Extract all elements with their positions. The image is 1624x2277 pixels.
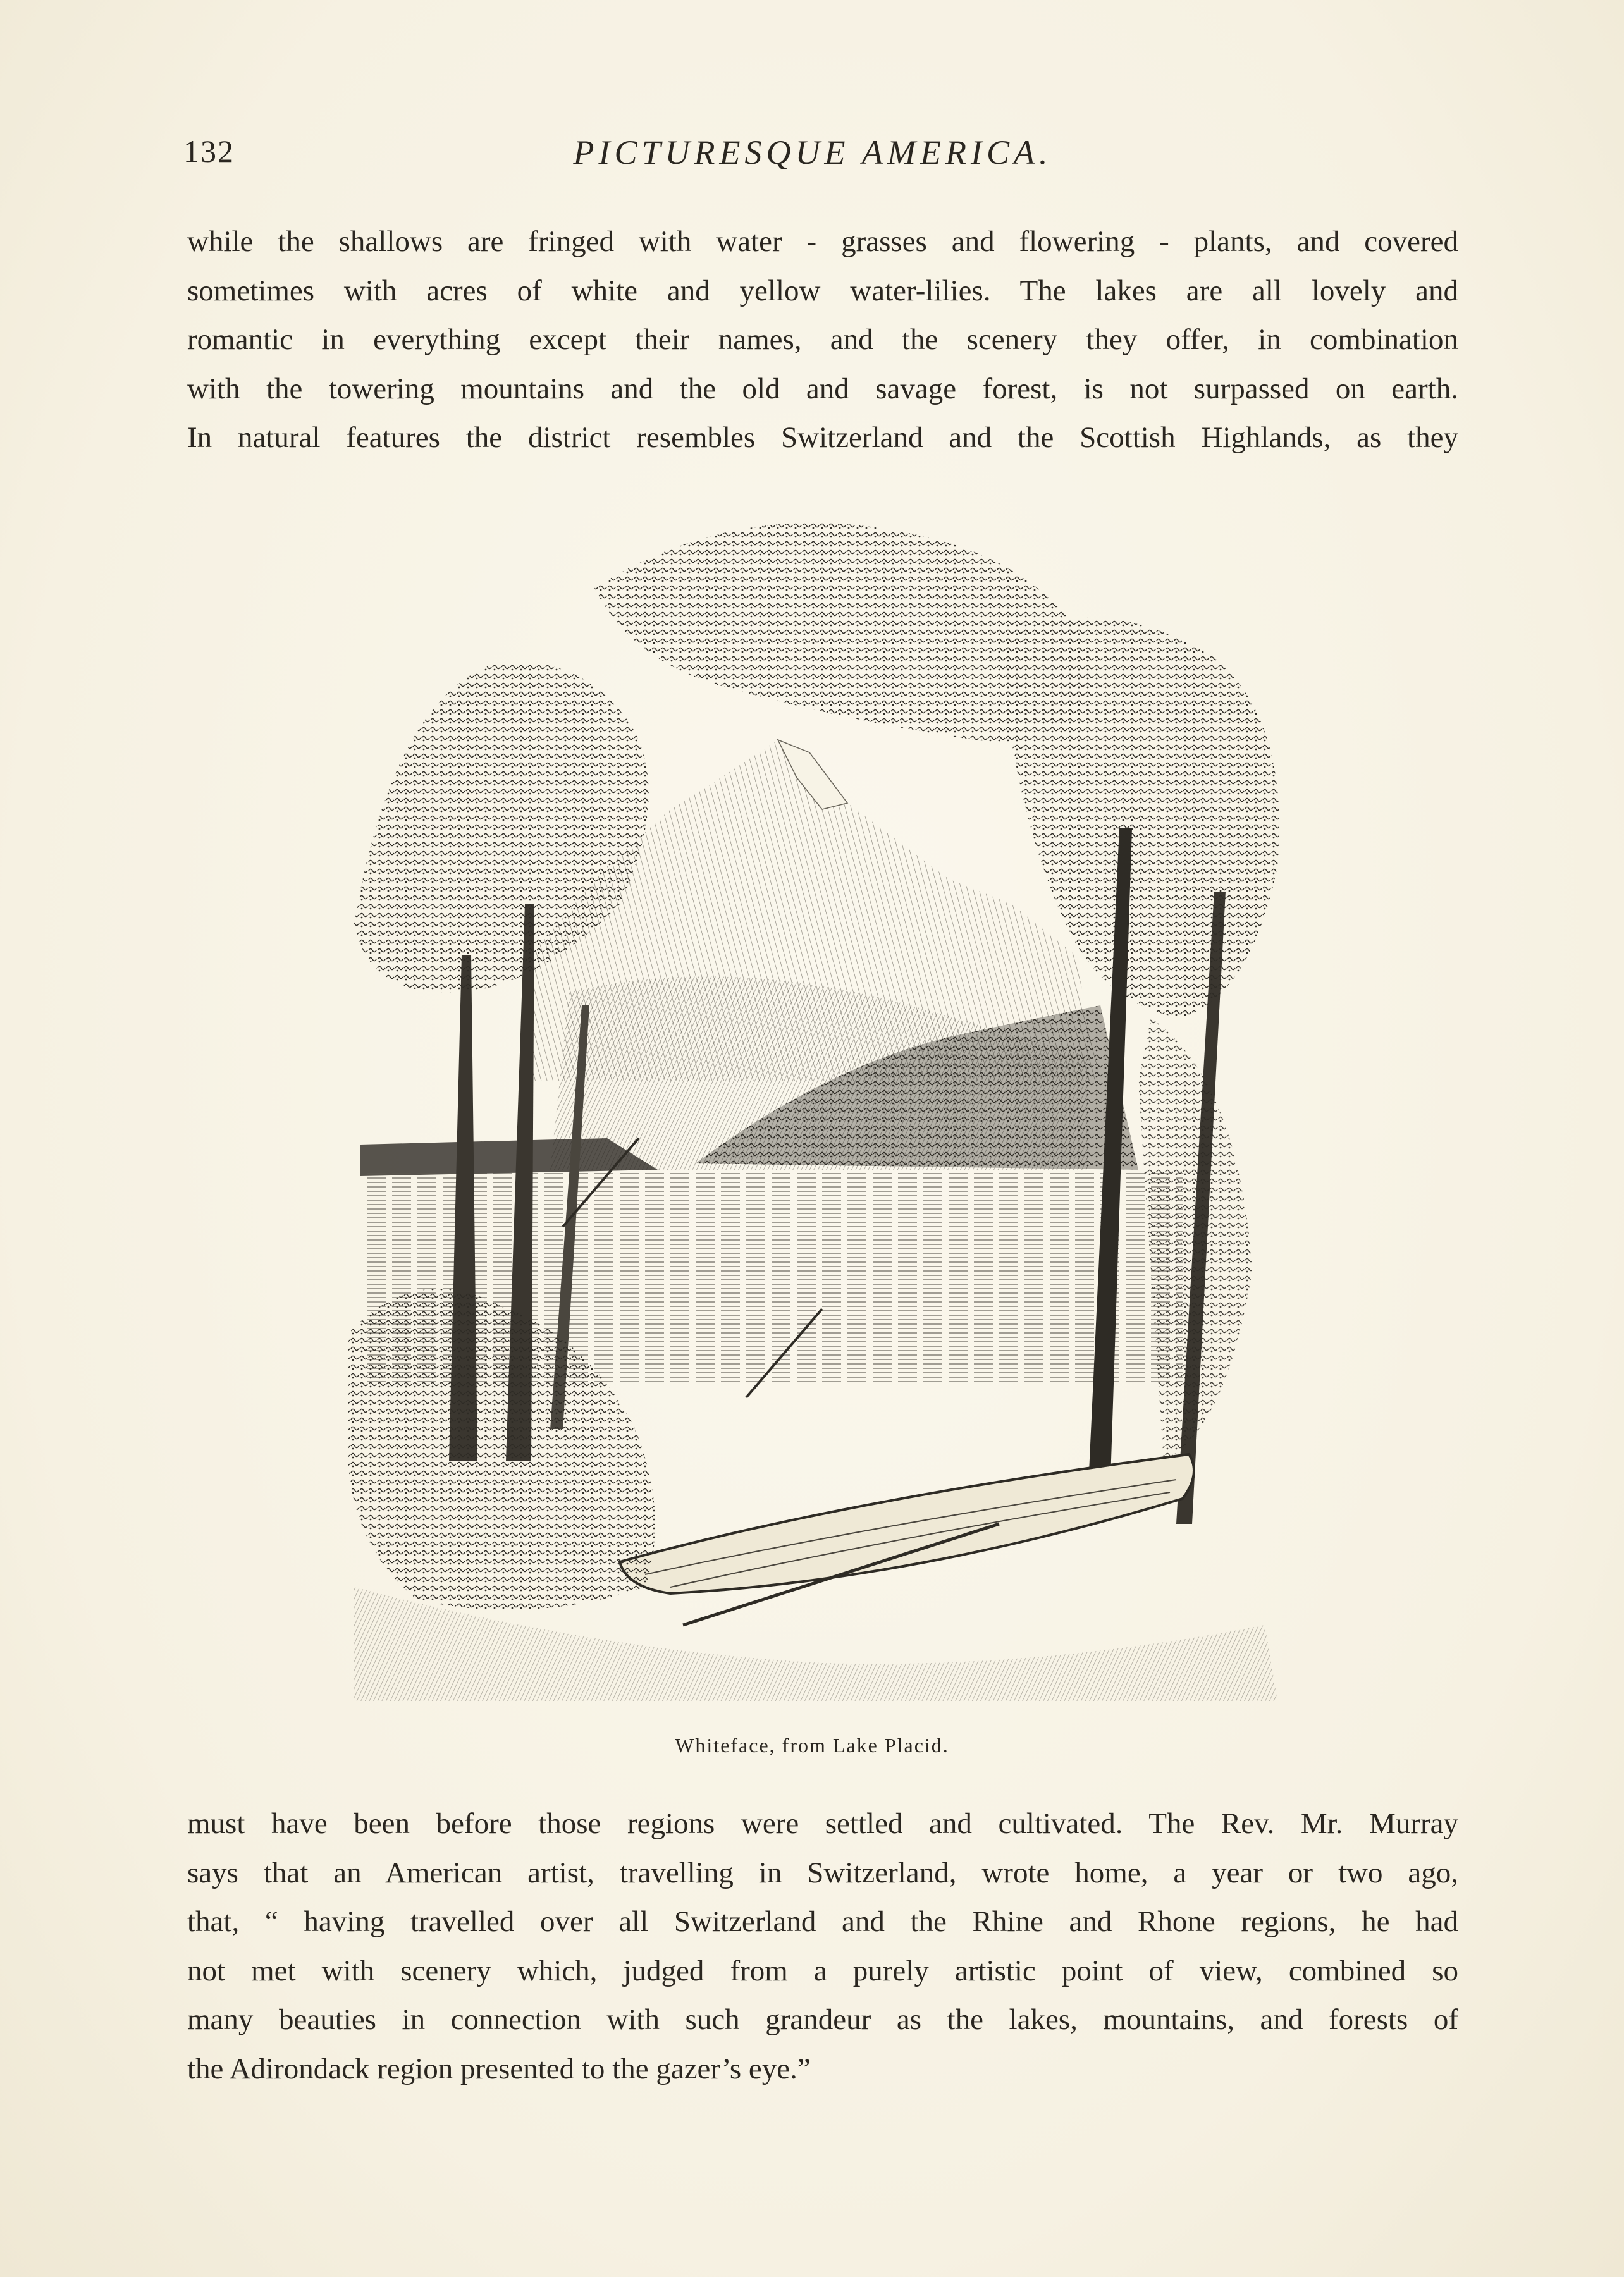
paragraph-bottom — [187, 1800, 1458, 2094]
distant-shore — [360, 1138, 658, 1176]
text-line: while the shallows are fringed with water - grasses and flowering - plants, and covered — [187, 225, 1458, 258]
engraving-image — [341, 512, 1296, 1714]
text-line: the Adirondack region presented to the gazer’s eye.” — [187, 2052, 811, 2085]
engraving-illustration — [341, 512, 1296, 1714]
text-line: romantic in everything except their names, and the scenery they offer, in combination — [187, 323, 1458, 356]
text-line: In natural features the district resembles Switzerland and the Scottish Highlands, as they — [187, 421, 1458, 454]
paragraph-top — [187, 218, 1458, 463]
text-line: that, “ having travelled over all Switzerland and the Rhine and Rhone regions, he had — [187, 1905, 1458, 1938]
page-number: 132 — [183, 133, 235, 169]
text-line: many beauties in connection with such grandeur as the lakes, mountains, and forests of — [187, 2003, 1458, 2036]
text-line: must have been before those regions were settled and cultivated. The Rev. Mr. Murray — [187, 1807, 1458, 1840]
text-line: with the towering mountains and the old and savage forest, is not surpassed on earth. — [187, 372, 1458, 405]
page-header — [183, 133, 1442, 183]
text-line: not met with scenery which, judged from a purely artistic point of view, combined so — [187, 1954, 1458, 1987]
figure-caption: Whiteface, from Lake Placid. — [675, 1734, 949, 1757]
text-line: says that an American artist, travelling in Switzerland, wrote home, a year or two ago, — [187, 1856, 1458, 1889]
text-line: sometimes with acres of white and yellow water-lilies. The lakes are all lovely and — [187, 274, 1458, 307]
running-head: PICTURESQUE AMERICA. — [573, 133, 1052, 171]
